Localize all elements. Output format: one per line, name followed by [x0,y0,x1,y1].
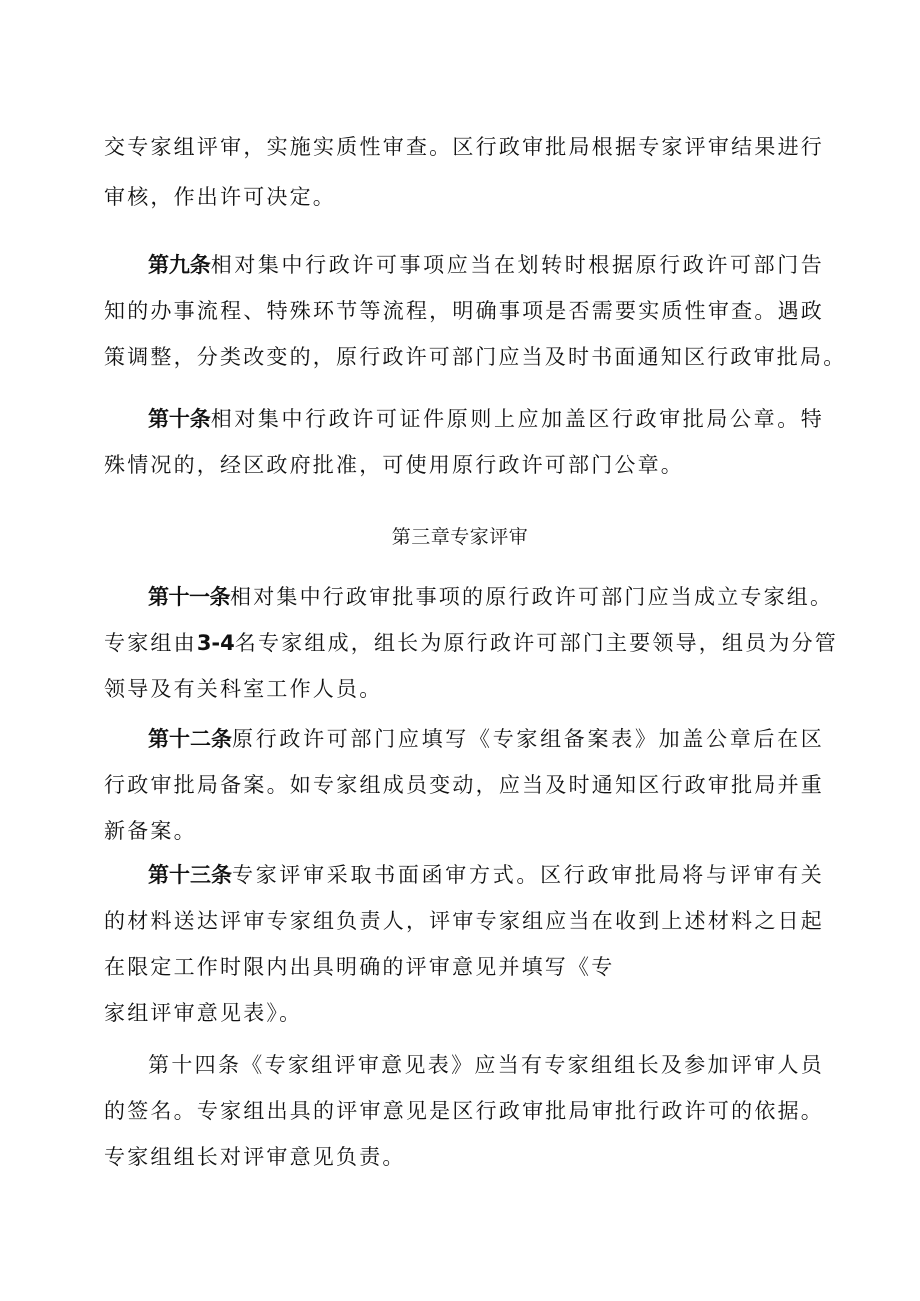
article-12-line: 行政审批局备案。如专家组成员变动，应当及时通知区行政审批局并重 [104,773,824,797]
article-13-line [148,860,824,890]
article-11-text: 名专家组成，组长为原行政许可部门主要领导，组员为分管 [234,631,838,655]
article-9-line: 知的办事流程、特殊环节等流程，明确事项是否需要实质性审查。遇政 [104,299,824,323]
article-14-line: 专家组组长对评审意见负责。 [104,1145,406,1169]
article-11-text: 专家组由 [104,631,197,655]
article-9-line [148,250,824,280]
article-9-text: 相对集中行政许可事项应当在划转时根据原行政许可部门告 [210,253,825,277]
article-11-line [148,582,834,612]
article-11-line: 领导及有关科室工作人员。 [104,677,383,701]
article-10-label: 第十条 [148,407,211,431]
article-10-text: 相对集中行政许可证件原则上应加盖区行政审批局公章。特 [210,407,825,431]
article-9-line: 策调整，分类改变的，原行政许可部门应当及时书面通知区行政审批局。 [104,345,847,369]
article-14-line: 的签名。专家组出具的评审意见是区行政审批局审批行政许可的依据。 [104,1099,824,1123]
paragraph-line: 审核，作出许可决定。 [104,185,336,209]
article-13-label: 第十三条 [148,863,232,887]
article-9-label: 第九条 [148,253,211,277]
article-13-line: 家组评审意见表》。 [104,1001,303,1025]
article-12-line [148,724,824,754]
article-11-label: 第十一条 [148,585,230,609]
chapter-heading: 第三章专家评审 [391,526,529,548]
article-10-line [148,404,824,434]
article-12-label: 第十二条 [148,727,232,751]
article-13-text: 专家评审采取书面函审方式。区行政审批局将与评审有关 [232,863,824,887]
article-14-line: 第十四条《专家组评审意见表》应当有专家组组长及参加评审人员 [148,1053,824,1077]
article-12-line: 新备案。 [104,819,197,843]
article-11-text: 相对集中行政审批事项的原行政许可部门应当成立专家组。 [230,585,834,609]
expert-count: 3-4 [196,631,235,655]
article-11-line [104,628,838,658]
article-13-line: 的材料送达评审专家组负责人，评审专家组应当在收到上述材料之日起 [104,909,824,933]
article-12-text: 原行政许可部门应填写《专家组备案表》加盖公章后在区 [232,727,824,751]
article-13-line: 在限定工作时限内出具明确的评审意见并填写《专 [104,955,615,979]
article-10-line: 殊情况的，经区政府批准，可使用原行政许可部门公章。 [104,453,684,477]
paragraph-line: 交专家组评审，实施实质性审查。区行政审批局根据专家评审结果进行 [104,135,824,159]
